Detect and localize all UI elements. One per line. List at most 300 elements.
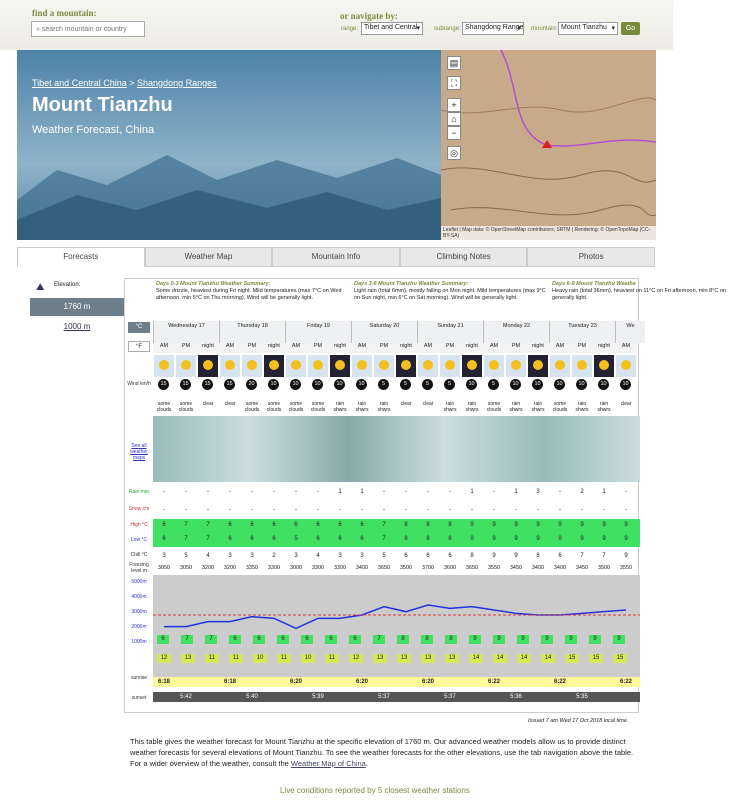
condition-text: rain shwrs [377, 401, 391, 413]
period-label: AM [351, 343, 373, 353]
day-header: Friday 19 [285, 321, 351, 343]
rain-value: - [449, 489, 451, 495]
freezing-value: 3050 [179, 565, 193, 571]
day-header: We [615, 321, 645, 343]
sunset-icon: sunset [131, 695, 147, 701]
topo-map[interactable] [441, 50, 656, 240]
range-label: range: [341, 26, 359, 32]
summary-title: Days 3-6 Mount Tianzhu Weather Summary: [354, 281, 469, 287]
chart-axis-label: 3000m [131, 609, 147, 615]
wind-badge: 5 [444, 379, 455, 390]
low-value: 8 [426, 536, 430, 542]
period-label: PM [505, 343, 527, 353]
high-value: 7 [206, 522, 210, 528]
zoom-in-icon[interactable]: + [447, 98, 461, 112]
elevation-label: ⛰ Elevation: [36, 282, 81, 293]
rain-value: - [383, 489, 385, 495]
sunset-band [153, 692, 640, 702]
elevation-panel [30, 280, 124, 331]
period-label: PM [439, 343, 461, 353]
freezing-value: 3500 [597, 565, 611, 571]
sunrise-value: 6:20 [421, 679, 434, 685]
wind-badge: 10 [576, 379, 587, 390]
high-value: 9 [492, 522, 496, 528]
mini-low-value: 6 [301, 635, 313, 644]
high-value: 6 [250, 522, 254, 528]
period-label: night [593, 343, 615, 353]
condition-text: rain shwrs [333, 401, 347, 413]
snow-value: - [317, 507, 319, 513]
mini-low-value: 9 [613, 635, 625, 644]
freezing-value: 3000 [289, 565, 303, 571]
rain-value: - [559, 489, 561, 495]
tab-bar [17, 247, 655, 267]
rain-value: 2 [580, 489, 584, 495]
summary-text: Light rain (total 6mm), mostly falling on Mon night. Mild temperatures (max 9°C on Sun night, min 6°C on Sat morning). Wind will be generally light. [354, 288, 546, 301]
wind-badge: 10 [620, 379, 631, 390]
mini-low-value: 7 [181, 635, 193, 644]
rain-value: - [493, 489, 495, 495]
low-value: 6 [162, 536, 166, 542]
condition-text: rain shwrs [597, 401, 611, 413]
fullscreen-icon[interactable]: ⛶ [447, 76, 461, 90]
sunrise-icon: sunrise [130, 675, 148, 681]
wind-label: Wind km/h [127, 381, 151, 387]
high-value: 7 [184, 522, 188, 528]
low-value: 6 [338, 536, 342, 542]
condition-text: rain shwrs [531, 401, 545, 413]
mini-high-value: 13 [397, 654, 411, 663]
subrange-label: subrange: [434, 26, 461, 32]
chill-value: 3 [294, 553, 298, 559]
breadcrumb [32, 78, 217, 88]
mini-low-value: 8 [397, 635, 409, 644]
condition-text: some clouds [266, 401, 282, 413]
freezing-value: 3300 [267, 565, 281, 571]
high-value: 6 [162, 522, 166, 528]
high-value: 9 [536, 522, 540, 528]
snow-value: - [251, 507, 253, 513]
high-value: 9 [580, 522, 584, 528]
mini-high-value: 11 [277, 654, 291, 663]
weather-icon [550, 355, 570, 377]
wind-badge: 5 [488, 379, 499, 390]
home-icon[interactable]: ⌂ [447, 112, 461, 126]
rain-value: - [405, 489, 407, 495]
tab-climbing-notes[interactable]: Climbing Notes [400, 247, 528, 267]
rain-value: - [273, 489, 275, 495]
weather-icon [396, 355, 416, 377]
tab-mountain-info[interactable]: Mountain Info [272, 247, 400, 267]
freezing-value: 3550 [619, 565, 633, 571]
sunrise-value: 6:22 [619, 679, 632, 685]
snow-value: - [515, 507, 517, 513]
mini-high-value: 11 [229, 654, 243, 663]
see-weather-maps-link[interactable]: See all weather maps [130, 443, 148, 461]
weather-icon [330, 355, 350, 377]
rain-value: - [163, 489, 165, 495]
mini-high-value: 13 [181, 654, 195, 663]
mini-high-value: 14 [541, 654, 555, 663]
chill-value: 3 [162, 553, 166, 559]
low-value: 6 [250, 536, 254, 542]
crumb-range[interactable]: Tibet and Central China [32, 78, 127, 88]
period-label: AM [219, 343, 241, 353]
sunset-value: 5:37 [444, 694, 456, 700]
weather-icon [594, 355, 614, 377]
elevation-other[interactable]: 1000 m [63, 322, 91, 331]
wind-badge: 10 [334, 379, 345, 390]
forecast-table [124, 278, 726, 713]
low-value: 9 [470, 536, 474, 542]
mini-low-value: 7 [373, 635, 385, 644]
hero-banner [17, 50, 441, 240]
period-label: PM [175, 343, 197, 353]
wind-badge: 20 [246, 379, 257, 390]
condition-text: rain shwrs [443, 401, 457, 413]
sunset-value: 5:36 [510, 694, 522, 700]
wind-badge: 10 [532, 379, 543, 390]
high-value: 9 [602, 522, 606, 528]
condition-text: some clouds [486, 401, 502, 413]
chill-value: 3 [338, 553, 342, 559]
mini-low-value: 6 [229, 635, 241, 644]
high-value: 6 [272, 522, 276, 528]
page-title: Mount Tianzhu [32, 94, 173, 116]
chart-axis-label: 4000m [131, 594, 147, 600]
rain-value: 1 [360, 489, 364, 495]
high-value: 8 [448, 522, 452, 528]
high-value: 9 [558, 522, 562, 528]
chill-value: 7 [580, 553, 584, 559]
condition-text: rain shwrs [465, 401, 479, 413]
freezing-value: 3400 [531, 565, 545, 571]
snow-value: - [493, 507, 495, 513]
issued-time: Issued 7 am Wed 17 Oct 2018 local time. [528, 718, 629, 724]
low-value: 9 [514, 536, 518, 542]
wind-badge: 10 [554, 379, 565, 390]
wind-badge: 10 [356, 379, 367, 390]
zoom-out-icon[interactable]: − [447, 126, 461, 140]
mini-low-value: 6 [253, 635, 265, 644]
elevation-icon: ⛰ [36, 282, 45, 293]
search-input[interactable] [31, 21, 145, 37]
mountain-select[interactable]: Mount Tianzhu ▾ [558, 22, 618, 35]
sunrise-value: 6:20 [355, 679, 368, 685]
condition-text: rain shwrs [509, 401, 523, 413]
condition-text: some clouds [310, 401, 326, 413]
low-value: 9 [558, 536, 562, 542]
low-value: 9 [602, 536, 606, 542]
high-value: 6 [338, 522, 342, 528]
period-label: AM [153, 343, 175, 353]
freezing-value: 3350 [245, 565, 259, 571]
low-value: 9 [536, 536, 540, 542]
rain-value: - [295, 489, 297, 495]
crumb-sep: > [129, 78, 135, 88]
mini-high-value: 10 [253, 654, 267, 663]
weather-icon [264, 355, 284, 377]
chill-label: Chill °C [130, 552, 148, 558]
mini-high-value: 11 [205, 654, 219, 663]
condition-text: clear [400, 401, 412, 407]
weather-icon [374, 355, 394, 377]
low-value: 7 [184, 536, 188, 542]
weather-icon [528, 355, 548, 377]
elevation-selected[interactable]: 1760 m [30, 298, 124, 316]
snow-label: Snow cm [128, 506, 150, 512]
snow-value: - [581, 507, 583, 513]
period-label: night [461, 343, 483, 353]
day-header: Saturday 20 [351, 321, 417, 343]
wind-badge: 10 [510, 379, 521, 390]
chill-value: 3 [228, 553, 232, 559]
low-value: 7 [382, 536, 386, 542]
low-value: 6 [316, 536, 320, 542]
rain-label: Rain mm [128, 489, 149, 495]
chill-value: 9 [514, 553, 518, 559]
freezing-value: 3450 [509, 565, 523, 571]
period-label: PM [241, 343, 263, 353]
snow-value: - [471, 507, 473, 513]
sunrise-value: 6:22 [487, 679, 500, 685]
freezing-value: 3400 [553, 565, 567, 571]
wind-badge: 10 [466, 379, 477, 390]
go-button[interactable]: Go [621, 22, 640, 35]
low-value: 6 [272, 536, 276, 542]
mini-low-value: 9 [469, 635, 481, 644]
freezing-value: 3650 [377, 565, 391, 571]
unit-c-button[interactable]: °C [128, 322, 150, 333]
snow-value: - [295, 507, 297, 513]
chill-value: 6 [426, 553, 430, 559]
mini-low-value: 8 [421, 635, 433, 644]
condition-text: some clouds [288, 401, 304, 413]
rain-value: 1 [470, 489, 474, 495]
wind-badge: 10 [312, 379, 323, 390]
mini-high-value: 11 [325, 654, 339, 663]
mini-low-value: 9 [565, 635, 577, 644]
sunset-value: 5:42 [180, 694, 192, 700]
forecast-summary [354, 281, 549, 302]
high-value: 8 [404, 522, 408, 528]
sunrise-value: 6:18 [223, 679, 236, 685]
weather-icon [154, 355, 174, 377]
rain-value: - [251, 489, 253, 495]
chill-value: 8 [536, 553, 540, 559]
high-label: High °C [130, 522, 148, 528]
rain-value: 1 [602, 489, 606, 495]
freezing-label: Freezing level m [129, 562, 149, 574]
snow-value: - [273, 507, 275, 513]
rain-value: - [427, 489, 429, 495]
mini-low-value: 8 [445, 635, 457, 644]
day-header: Sunday 21 [417, 321, 483, 343]
freezing-value: 3200 [223, 565, 237, 571]
chill-value: 9 [492, 553, 496, 559]
unit-f-button[interactable]: °F [128, 341, 150, 352]
mini-high-value: 15 [565, 654, 579, 663]
snow-value: - [361, 507, 363, 513]
weather-icon [242, 355, 262, 377]
freezing-value: 3050 [157, 565, 171, 571]
wind-badge: 15 [202, 379, 213, 390]
weather-icon [506, 355, 526, 377]
chill-value: 2 [272, 553, 276, 559]
snow-value: - [537, 507, 539, 513]
weather-icon [484, 355, 504, 377]
period-label: AM [615, 343, 637, 353]
freezing-value: 3300 [311, 565, 325, 571]
mini-low-value: 6 [349, 635, 361, 644]
period-label: PM [307, 343, 329, 353]
snow-value: - [339, 507, 341, 513]
period-label: PM [571, 343, 593, 353]
period-label: AM [483, 343, 505, 353]
weather-icon [176, 355, 196, 377]
wind-badge: 15 [224, 379, 235, 390]
rain-value: - [207, 489, 209, 495]
day-header: Tuesday 23 [549, 321, 615, 343]
snow-value: - [449, 507, 451, 513]
rain-value: 1 [514, 489, 518, 495]
wind-badge: 10 [290, 379, 301, 390]
page-subtitle: Weather Forecast, China [32, 124, 155, 136]
high-value: 7 [382, 522, 386, 528]
mountain-label: mountain: [531, 26, 558, 32]
mini-low-value: 9 [517, 635, 529, 644]
chill-value: 5 [382, 553, 386, 559]
low-value: 9 [492, 536, 496, 542]
low-value: 9 [624, 536, 628, 542]
condition-text: clear [202, 401, 214, 407]
map-attribution: Leaflet | Map data: © OpenStreetMap contributors, SRTM | Rendering: © OpenTopoMap (CC-BY-SA) [441, 226, 656, 240]
condition-text: some clouds [178, 401, 194, 413]
chill-value: 3 [250, 553, 254, 559]
rain-value: 3 [536, 489, 540, 495]
freezing-value: 3450 [575, 565, 589, 571]
mini-high-value: 14 [517, 654, 531, 663]
mini-high-value: 10 [301, 654, 315, 663]
weather-icon [286, 355, 306, 377]
snow-value: - [405, 507, 407, 513]
chart-axis-label: 5000m [131, 579, 147, 585]
weather-icon [616, 355, 636, 377]
forecast-summary [552, 281, 747, 302]
low-label: Low °C [130, 537, 148, 543]
low-value: 5 [294, 536, 298, 542]
mini-high-value: 13 [445, 654, 459, 663]
weather-map-strip[interactable] [153, 416, 640, 482]
map-terrain [441, 50, 656, 240]
sunrise-value: 6:22 [553, 679, 566, 685]
mini-high-value: 13 [373, 654, 387, 663]
chill-value: 5 [184, 553, 188, 559]
subrange-select[interactable]: Shangdong Range ▾ [462, 22, 524, 35]
weather-icon [462, 355, 482, 377]
day-header: Monday 22 [483, 321, 549, 343]
locate-icon[interactable]: ◎ [447, 146, 461, 160]
range-select[interactable]: Tibet and Central ▾ [361, 22, 423, 35]
mini-high-value: 12 [157, 654, 171, 663]
chart-axis-label: 2000m [131, 624, 147, 630]
wind-badge: 5 [422, 379, 433, 390]
mini-low-value: 6 [277, 635, 289, 644]
mini-low-value: 9 [493, 635, 505, 644]
rain-value: - [625, 489, 627, 495]
low-value: 9 [580, 536, 584, 542]
day-header: Wednesday 17 [153, 321, 219, 343]
period-label: night [527, 343, 549, 353]
navigate-label: or navigate by: [340, 11, 398, 21]
rain-value: - [317, 489, 319, 495]
period-label: night [263, 343, 285, 353]
tab-weather-map[interactable]: Weather Map [145, 247, 273, 267]
condition-text: clear [224, 401, 236, 407]
wind-badge: 15 [158, 379, 169, 390]
sunset-value: 5:35 [576, 694, 588, 700]
mini-low-value: 6 [325, 635, 337, 644]
layers-icon[interactable]: ▤ [447, 56, 461, 70]
snow-value: - [625, 507, 627, 513]
weather-icon [220, 355, 240, 377]
mini-high-value: 14 [493, 654, 507, 663]
wind-badge: 15 [180, 379, 191, 390]
snow-value: - [185, 507, 187, 513]
low-value: 8 [448, 536, 452, 542]
snow-value: - [163, 507, 165, 513]
tab-forecasts[interactable]: Forecasts [17, 247, 145, 267]
rain-value: - [229, 489, 231, 495]
condition-text: rain shwrs [355, 401, 369, 413]
live-conditions-link[interactable]: Live conditions reported by 5 closest weather stations [280, 786, 470, 795]
weather-map-link[interactable]: Weather Map of China [290, 759, 366, 768]
weather-icon [418, 355, 438, 377]
crumb-subrange[interactable]: Shangdong Ranges [137, 78, 217, 88]
sunrise-value: 6:20 [289, 679, 302, 685]
mini-high-value: 13 [421, 654, 435, 663]
description: This table gives the weather forecast for Mount Tianzhu at the specific elevation of 1760 m. Our advanced weather models allow us to provide distinct weather forecasts for several elevations of Mount Tianzhu. To see the weather forecasts for the other elevations, use the tab navigation above the table. For a wider overview of the weather, consult the Weather Map of China. [130, 737, 634, 768]
condition-text: some clouds [156, 401, 172, 413]
period-label: night [329, 343, 351, 353]
summary-text: Heavy rain (total 36mm), heaviest on 11°C on Fri afternoon, min 8°C on generally light. [552, 288, 726, 301]
rain-value: 1 [338, 489, 342, 495]
condition-text: some clouds [244, 401, 260, 413]
chill-value: 6 [558, 553, 562, 559]
mini-low-value: 6 [157, 635, 169, 644]
summary-title: Days 0-3 Mount Tianzhu Weather Summary: [156, 281, 271, 287]
high-value: 6 [294, 522, 298, 528]
day-header: Thursday 18 [219, 321, 285, 343]
mini-low-value: 9 [541, 635, 553, 644]
sunset-value: 5:37 [378, 694, 390, 700]
rain-value: - [185, 489, 187, 495]
freezing-line [153, 575, 640, 679]
wind-badge: 5 [400, 379, 411, 390]
condition-text: some clouds [552, 401, 568, 413]
snow-value: - [383, 507, 385, 513]
freezing-value: 3200 [201, 565, 215, 571]
period-label: AM [285, 343, 307, 353]
mini-high-value: 12 [349, 654, 363, 663]
freezing-value: 3700 [421, 565, 435, 571]
high-value: 6 [228, 522, 232, 528]
chill-value: 8 [470, 553, 474, 559]
weather-icon [352, 355, 372, 377]
freezing-value: 3600 [443, 565, 457, 571]
tab-photos[interactable]: Photos [527, 247, 655, 267]
weather-icon [198, 355, 218, 377]
